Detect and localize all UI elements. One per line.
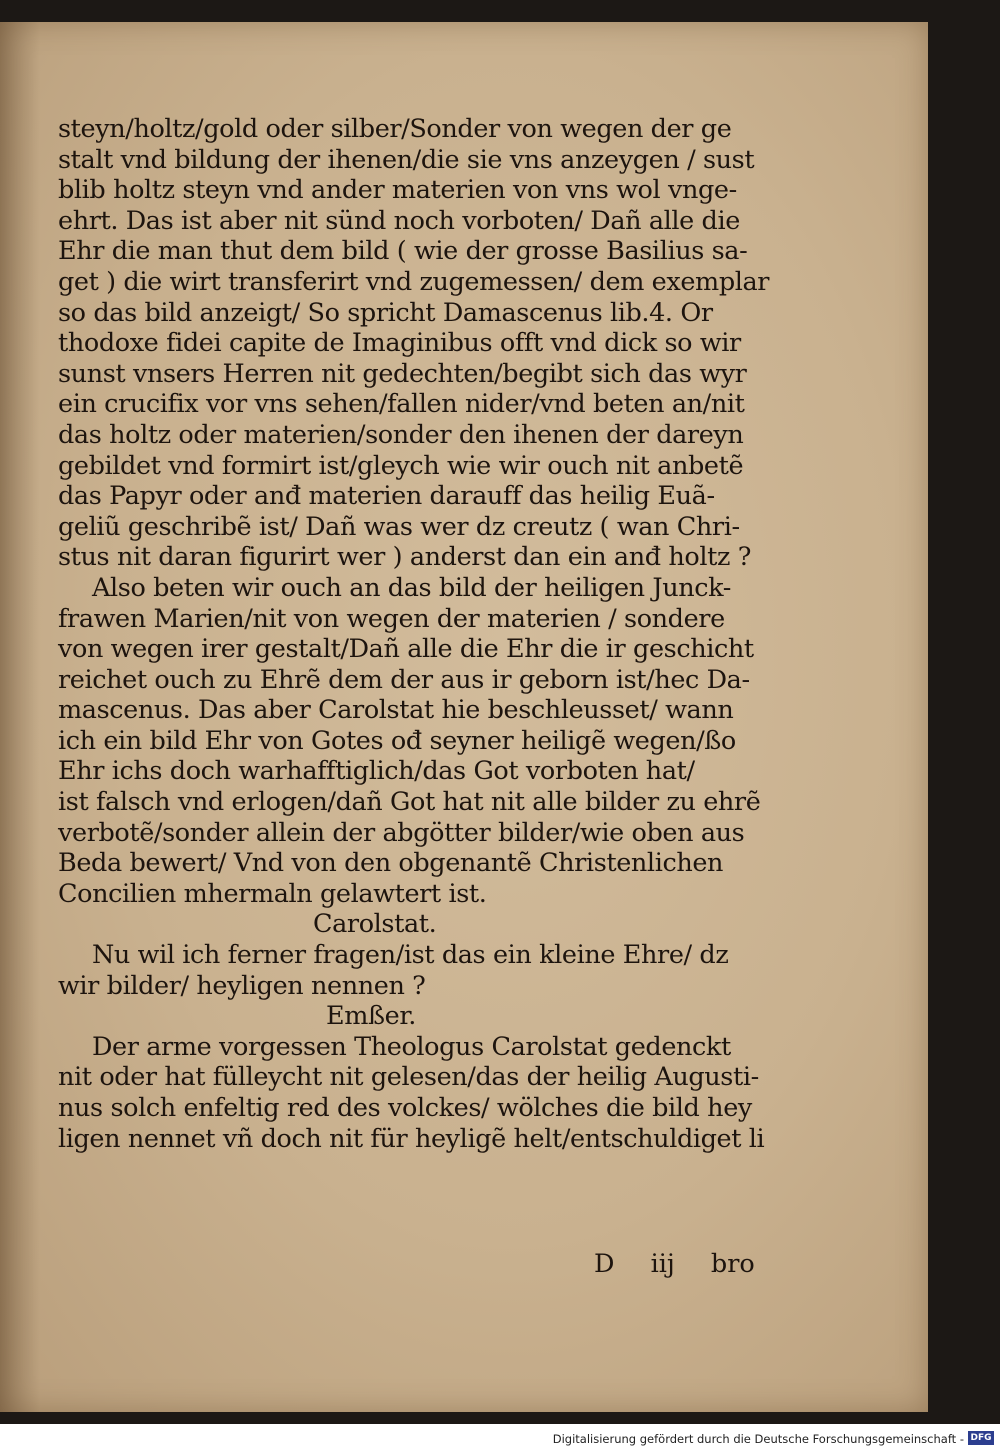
signature-letter: D <box>594 1249 615 1279</box>
text-line: ehrt. Das ist aber nit sünd noch vorboten/ Dañ alle die <box>58 205 740 236</box>
text-line: thodoxe fidei capite de Imaginibus offt vnd dick so wir <box>58 328 741 359</box>
page-text-block <box>58 114 818 1154</box>
text-line: verbotẽ/sonder allein der abgötter bilder/wie oben aus <box>58 817 745 848</box>
text-line: stalt vnd bildung der ihenen/die sie vns anzeygen / sust <box>58 144 755 175</box>
text-line: das holtz oder materien/sonder den ihenen der dareyn <box>58 419 744 450</box>
signature-number: iij <box>650 1249 675 1279</box>
text-line: nus solch enfeltig red des volckes/ wölches die bild hey <box>58 1093 752 1123</box>
text-line: blib holtz steyn vnd ander materien von vns wol vnge- <box>58 175 737 206</box>
paragraph-start-line: Also beten wir ouch an das bild der heiligen Junck- <box>92 572 731 603</box>
speaker-heading-emser: Emßer. <box>326 1001 417 1032</box>
text-line: Ehr die man thut dem bild ( wie der grosse Basilius sa- <box>58 236 748 267</box>
page-footer <box>594 1249 783 1279</box>
paragraph-start-line: Der arme vorgessen Theologus Carolstat gedenckt <box>92 1031 731 1062</box>
text-line: sunst vnsers Herren nit gedechten/begibt sich das wyr <box>58 358 747 389</box>
text-line: von wegen irer gestalt/Dañ alle die Ehr die ir geschicht <box>58 634 754 665</box>
text-line: Beda bewert/ Vnd von den obgenantẽ Christenlichen <box>58 848 724 879</box>
text-line: ist falsch vnd erlogen/dañ Got hat nit alle bilder zu ehrẽ <box>58 787 761 818</box>
text-line: geliũ geschribẽ ist/ Dañ was wer dz creutz ( wan Chri- <box>58 511 740 542</box>
credit-bar <box>0 1424 1000 1454</box>
text-line: Concilien mhermaln gelawtert ist. <box>58 878 487 909</box>
catchword: bro <box>710 1249 755 1279</box>
text-line: stus nit daran figurirt wer ) anderst dan ein anđ holtz ? <box>58 542 751 573</box>
credit-text: Digitalisierung gefördert durch die Deutsche Forschungsgemeinschaft - <box>552 1432 964 1446</box>
text-line: reichet ouch zu Ehrẽ dem der aus ir geborn ist/hec Da- <box>58 664 750 695</box>
text-line: gebildet vnd formirt ist/gleych wie wir ouch nit anbetẽ <box>58 450 744 481</box>
text-line: ligen nennet vñ doch nit für heyligẽ helt/entschuldiget li <box>58 1123 765 1154</box>
text-line: ich ein bild Ehr von Gotes ođ seyner heiligẽ wegen/ßo <box>58 725 736 756</box>
text-line: mascenus. Das aber Carolstat hie beschleusset/ wann <box>58 695 734 726</box>
text-line: so das bild anzeigt/ So spricht Damascenus lib.4. Or <box>58 297 713 328</box>
text-line: nit oder hat fülleycht nit gelesen/das der heilig Augusti- <box>58 1062 759 1093</box>
speaker-heading-carolstat: Carolstat. <box>313 909 437 940</box>
dfg-logo: DFG <box>968 1431 994 1445</box>
text-line: get ) die wirt transferirt vnd zugemessen/ dem exemplar <box>58 266 770 297</box>
text-line: wir bilder/ heyligen nennen ? <box>58 970 426 1001</box>
paragraph-start-line: Nu wil ich ferner fragen/ist das ein kleine Ehre/ dz <box>92 940 729 971</box>
text-line: Ehr ichs doch warhafftiglich/das Got vorboten hat/ <box>58 756 695 787</box>
text-line: das Papyr oder anđ materien darauff das heilig Euã- <box>58 481 715 512</box>
text-line: frawen Marien/nit von wegen der materien / sondere <box>58 603 725 634</box>
page-gutter-shadow <box>0 22 40 1412</box>
text-line: ein crucifix vor vns sehen/fallen nider/vnd beten an/nit <box>58 389 745 420</box>
text-line: steyn/holtz/gold oder silber/Sonder von wegen der ge <box>58 114 732 144</box>
